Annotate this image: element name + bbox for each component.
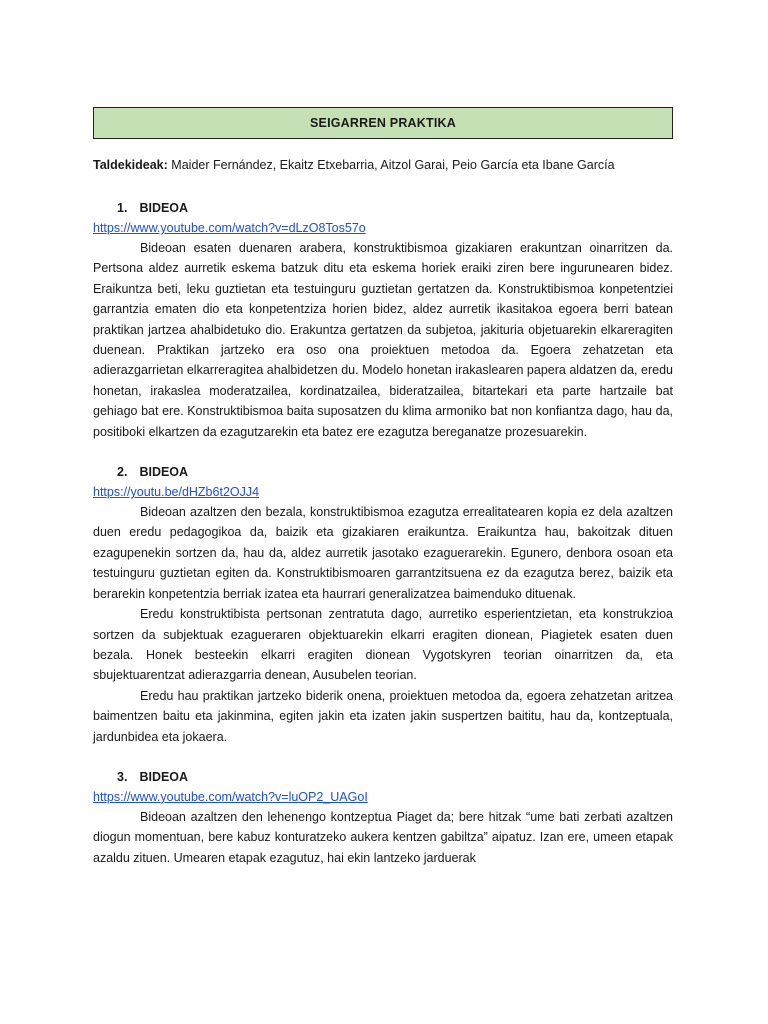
section-number: 1. bbox=[117, 201, 128, 215]
members-label: Taldekideak: bbox=[93, 158, 168, 172]
section-heading bbox=[93, 767, 673, 787]
video-link[interactable]: https://www.youtube.com/watch?v=luOP2_UAGoI bbox=[93, 789, 368, 804]
members-names: Maider Fernández, Ekaitz Etxebarria, Aitzol Garai, Peio García eta Ibane García bbox=[171, 158, 615, 172]
body-paragraph: Eredu konstruktibista pertsonan zentratuta dago, aurretiko esperientzietan, eta konstrukzioa sortzen da subjektuak ezagueraren objektuarekin elkarri eragiten dionean, Piagietek esaten duen bezala. Honek besteekin elkarri eragiten dionean Vygotskyren teorian oinarritzen da, eta sbujektuarentzat adierazgarria denean, Ausubelen teorian. bbox=[93, 607, 673, 683]
body-paragraph: Bideoan azaltzen den bezala, konstruktibismoa ezagutza errealitatearen kopia ez dela azaltzen duen eredu pedagogikoa da, baizik eta gizakiaren eraikuntza. Eraikuntza hau, bakoitzak dituen ezagupenekin sortzen da, hau da, aldez aurretik jasotako ezaguerarekin. Egunero, denbora osoan eta testuinguru guztietan egiten da. Konstruktibismoaren garrantzitsuena ez da ezagutza berez, baizik eta berarekin konpetentzia berriak izatea eta haurrari generalizatzea baimenduko dituenak. bbox=[93, 505, 673, 601]
section-heading-text: BIDEOA bbox=[139, 201, 189, 215]
section-heading bbox=[93, 198, 673, 218]
body-paragraph: Bideoan esaten duenaren arabera, konstruktibismoa gizakiaren erakuntzan oinarritzen da. Pertsona aldez aurretik eskema batzuk ditu eta eskema horiek eraiki ziren bere ingurunearen bidez. Eraikuntza beti, leku guztietan eta testuinguru guztietan gertatzen da. Konstruktibismoa konpetentziei garrantzia ematen dio eta konpetentziza horien bidez, aldez aurretik ikasitakoa egoera berri batean praktikan jartzea ahalbidetuko dio. Erakuntza gertatzen da subjetoa, jakituria objetuarekin elkareragiten duenean. Praktikan jartzeko era oso ona proiektuen metodoa da. Egoera zehatzetan eta adierazgarrietan elkarreragitea ahalbidetzen du. Modelo honetan irakaslearen papera aldatzen da, eredu honetan, irakaslea moderatzailea, kordinatzailea, bideratzailea, bitartekari eta parte hartzaile bat gehiago bat ere. Konstruktibismoa baita suposatzen du klima armoniko bat non konfiantza dago, hau da, positiboki elkartzen da ezagutzarekin eta batez ere ezagutza bereganatze prozesuarekin. bbox=[93, 241, 673, 439]
document-title: SEIGARREN PRAKTIKA bbox=[93, 107, 673, 139]
section-heading-text: BIDEOA bbox=[139, 769, 189, 784]
section-number: 3. bbox=[117, 769, 128, 784]
body-paragraph: Eredu hau praktikan jartzeko biderik onena, proiektuen metodoa da, egoera zehatzetan aritzea baimentzen baitu eta jakinmina, egiten jakin eta izaten jakin suspertzen baititu, hau da, kontzeptuala, jardunbidea eta jokaera. bbox=[93, 688, 673, 744]
section-heading bbox=[93, 462, 673, 482]
video-link[interactable]: https://youtu.be/dHZb6t2OJJ4 bbox=[93, 485, 260, 500]
document-body bbox=[93, 198, 673, 888]
video-link[interactable]: https://www.youtube.com/watch?v=dLzO8Tos57o bbox=[93, 221, 366, 235]
section-number: 2. bbox=[117, 465, 128, 480]
section-video-1 bbox=[93, 198, 673, 442]
body-paragraph: Bideoan azaltzen den lehenengo kontzeptua Piaget da; bere hitzak “ume bati zerbati azaltzen diogun momentuan, bere kabuz konturatzeko aukera kentzen gabiltza” aipatuz. Izan ere, umeen etapak azaldu zituen. Umearen etapak ezagutuz, hai ekin lantzeko jarduerak bbox=[93, 809, 673, 865]
section-heading-text: BIDEOA bbox=[139, 465, 189, 480]
section-video-3 bbox=[93, 767, 673, 868]
members-line bbox=[93, 158, 683, 172]
section-video-2 bbox=[93, 462, 673, 747]
